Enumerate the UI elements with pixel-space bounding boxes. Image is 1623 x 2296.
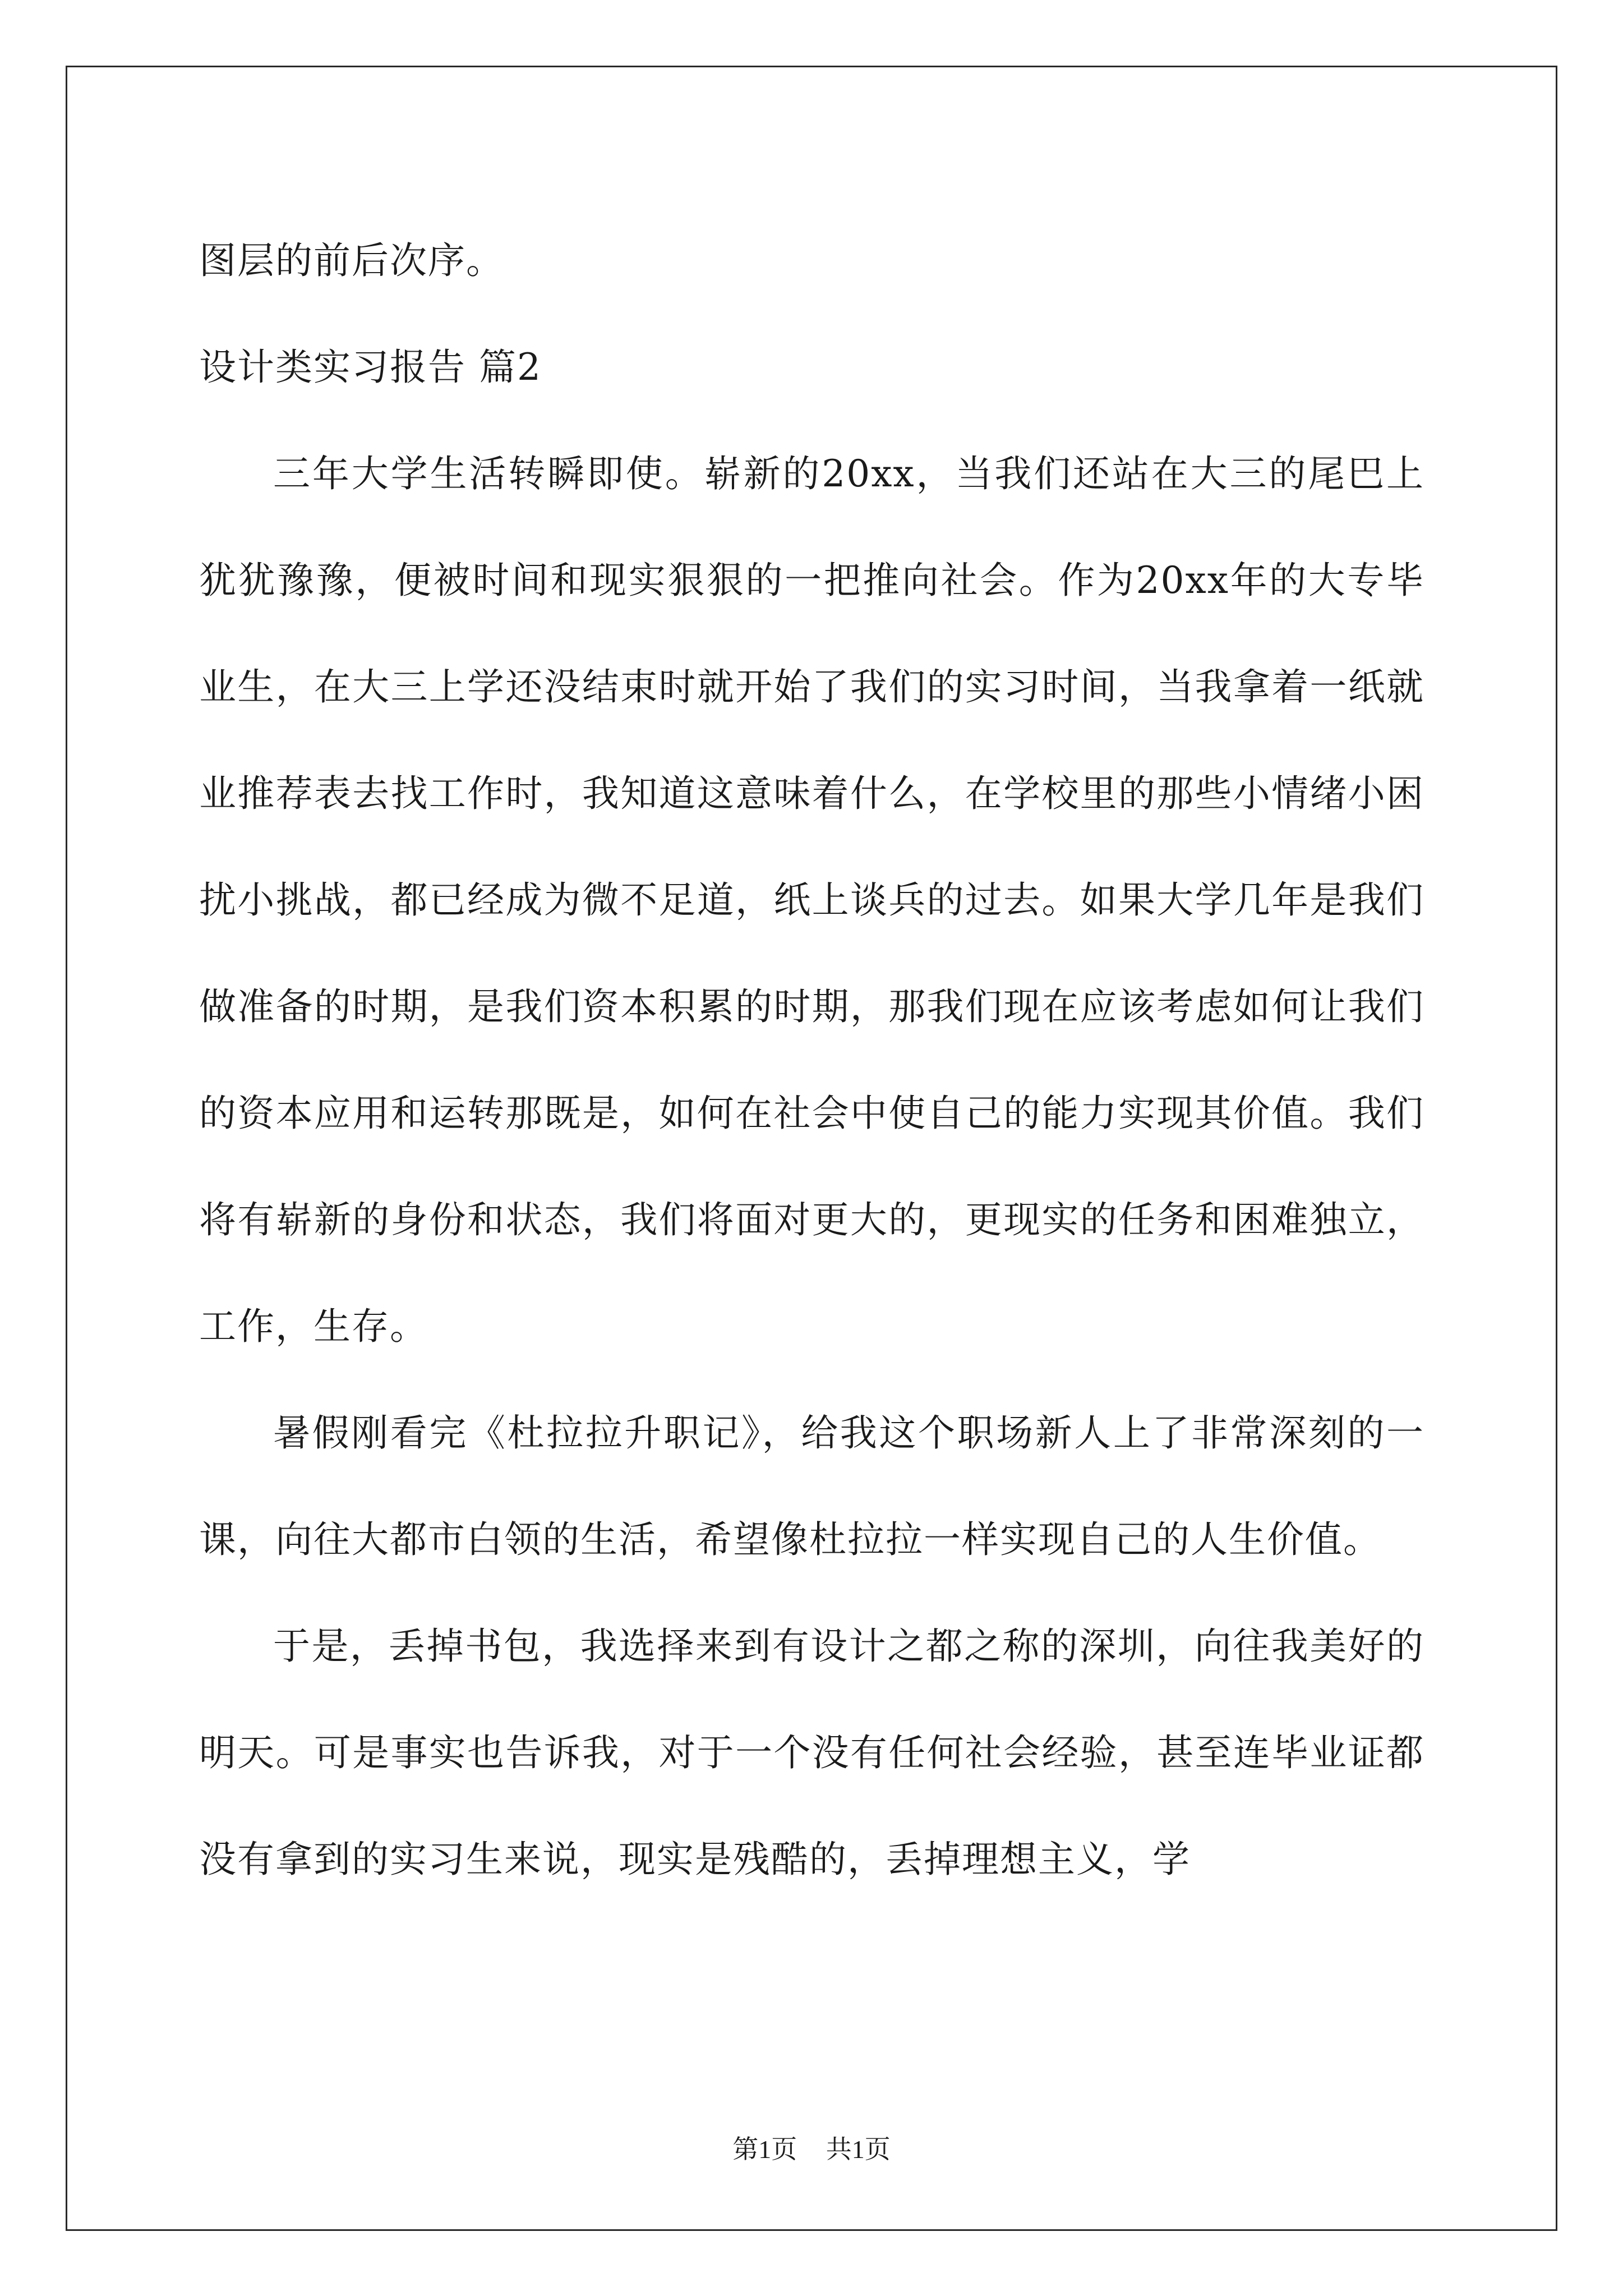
- paragraph-2: 暑假刚看完《杜拉拉升职记》，给我这个职场新人上了非常深刻的一课，向往大都市白领的生活，希望像杜拉拉一样实现自己的人生价值。: [199, 1411, 1424, 1561]
- document-body: [199, 208, 1424, 1913]
- page-footer: [0, 2129, 1623, 2166]
- continuation-line: 图层的前后次序。: [199, 239, 504, 282]
- page-number: 第1页: [732, 2135, 797, 2164]
- paragraph-3: 于是，丢掉书包，我选择来到有设计之都之称的深圳，向往我美好的明天。可是事实也告诉我，对于一个没有任何社会经验，甚至连毕业证都没有拿到的实习生来说，现实是残酷的，丢掉理想主义，学: [199, 1625, 1424, 1881]
- page-total: 共1页: [826, 2135, 891, 2164]
- section-heading: 设计类实习报告 篇2: [199, 346, 542, 389]
- paragraph-1: 三年大学生活转瞬即使。崭新的20xx，当我们还站在大三的尾巴上犹犹豫豫，便被时间和现实狠狠的一把推向社会。作为20xx年的大专毕业生，在大三上学还没结束时就开始了我们的实习时间，当我拿着一纸就业推荐表去找工作时，我知道这意味着什么，在学校里的那些小情绪小困扰小挑战，都已经成为微不足道，纸上谈兵的过去。如果大学几年是我们做准备的时期，是我们资本积累的时期，那我们现在应该考虑如何让我们的资本应用和运转那既是，如何在社会中使自己的能力实现其价值。我们将有崭新的身份和状态，我们将面对更大的，更现实的任务和困难独立，工作，生存。: [199, 452, 1424, 1348]
